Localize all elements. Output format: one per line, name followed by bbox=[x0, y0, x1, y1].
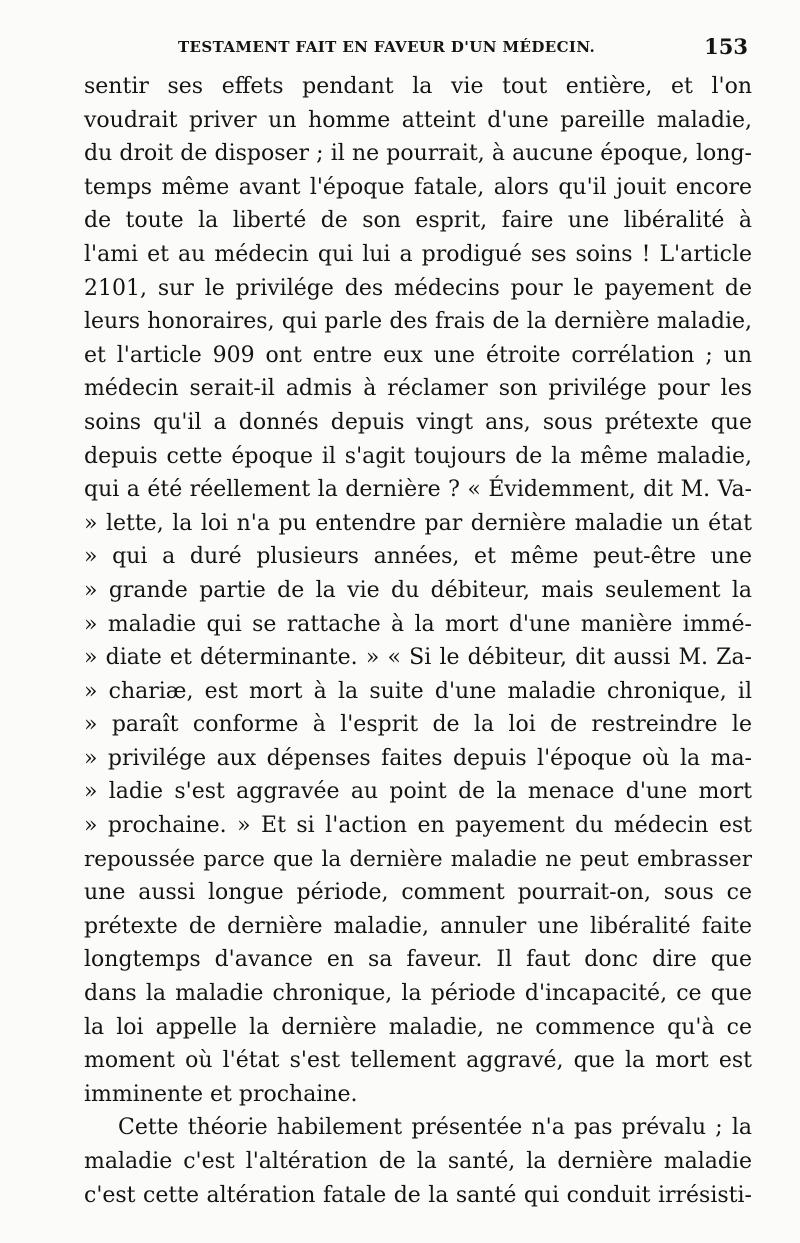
text-line: une aussi longue période, comment pourrait-on, sous ce bbox=[84, 880, 752, 906]
text-line: » ladie s'est aggravée au point de la menace d'une mort bbox=[84, 779, 752, 805]
text-line: » maladie qui se rattache à la mort d'une manière immé- bbox=[84, 611, 752, 637]
text-line: et l'article 909 ont entre eux une étroite corrélation ; un bbox=[84, 342, 752, 368]
text-line: dans la maladie chronique, la période d'incapacité, ce que bbox=[84, 981, 752, 1007]
text-line: » privilége aux dépenses faites depuis l'époque où la ma- bbox=[84, 745, 752, 771]
text-line: du droit de disposer ; il ne pourrait, à aucune époque, long- bbox=[84, 141, 752, 167]
text-line: repoussée parce que la dernière maladie ne peut embrasser bbox=[84, 846, 752, 872]
text-line: » qui a duré plusieurs années, et même peut-être une bbox=[84, 544, 752, 570]
text-line: maladie c'est l'altération de la santé, la dernière maladie bbox=[84, 1149, 752, 1174]
text-line: » paraît conforme à l'esprit de la loi de restreindre le bbox=[84, 712, 752, 738]
paragraph-end-line: imminente et prochaine. bbox=[84, 1081, 358, 1107]
text-line: » grande partie de la vie du débiteur, mais seulement la bbox=[84, 577, 752, 603]
text-line: temps même avant l'époque fatale, alors qu'il jouit encore bbox=[84, 174, 752, 200]
text-line: longtemps d'avance en sa faveur. Il faut donc dire que bbox=[84, 947, 752, 973]
running-title: TESTAMENT FAIT EN FAVEUR D'UN MÉDECIN. bbox=[178, 38, 596, 56]
text-line: leurs honoraires, qui parle des frais de la dernière maladie, bbox=[84, 309, 752, 335]
text-line: depuis cette époque il s'agit toujours de la même maladie, bbox=[84, 443, 752, 469]
text-line: qui a été réellement la dernière ? « Évidemment, dit M. Va- bbox=[84, 477, 752, 503]
text-line: » diate et déterminante. » « Si le débiteur, dit aussi M. Za- bbox=[84, 645, 752, 671]
running-head bbox=[84, 34, 754, 60]
text-line: médecin serait-il admis à réclamer son privilége pour les bbox=[84, 376, 752, 402]
text-line: 2101, sur le privilége des médecins pour le payement de bbox=[84, 275, 752, 301]
text-line: la loi appelle la dernière maladie, ne commence qu'à ce bbox=[84, 1014, 752, 1040]
text-line: » lette, la loi n'a pu entendre par dernière maladie un état bbox=[84, 510, 752, 536]
text-line: prétexte de dernière maladie, annuler une libéralité faite bbox=[84, 913, 752, 939]
text-line: moment où l'état s'est tellement aggravé, que la mort est bbox=[84, 1048, 752, 1074]
body-text bbox=[84, 70, 752, 1212]
text-line: de toute la liberté de son esprit, faire une libéralité à bbox=[84, 208, 752, 234]
text-line: voudrait priver un homme atteint d'une pareille maladie, bbox=[84, 107, 752, 133]
text-line: sentir ses effets pendant la vie tout entière, et l'on bbox=[84, 74, 752, 99]
text-line: c'est cette altération fatale de la santé qui conduit irrésisti- bbox=[84, 1182, 752, 1208]
text-line: » prochaine. » Et si l'action en payement du médecin est bbox=[84, 813, 752, 839]
paragraph-start-line: Cette théorie habilement présentée n'a pas prévalu ; la bbox=[118, 1115, 752, 1141]
text-line: soins qu'il a donnés depuis vingt ans, sous prétexte que bbox=[84, 409, 752, 435]
text-line: » chariæ, est mort à la suite d'une maladie chronique, il bbox=[84, 678, 752, 704]
text-line: l'ami et au médecin qui lui a prodigué ses soins ! L'article bbox=[84, 241, 752, 267]
page-number: 153 bbox=[704, 34, 748, 59]
